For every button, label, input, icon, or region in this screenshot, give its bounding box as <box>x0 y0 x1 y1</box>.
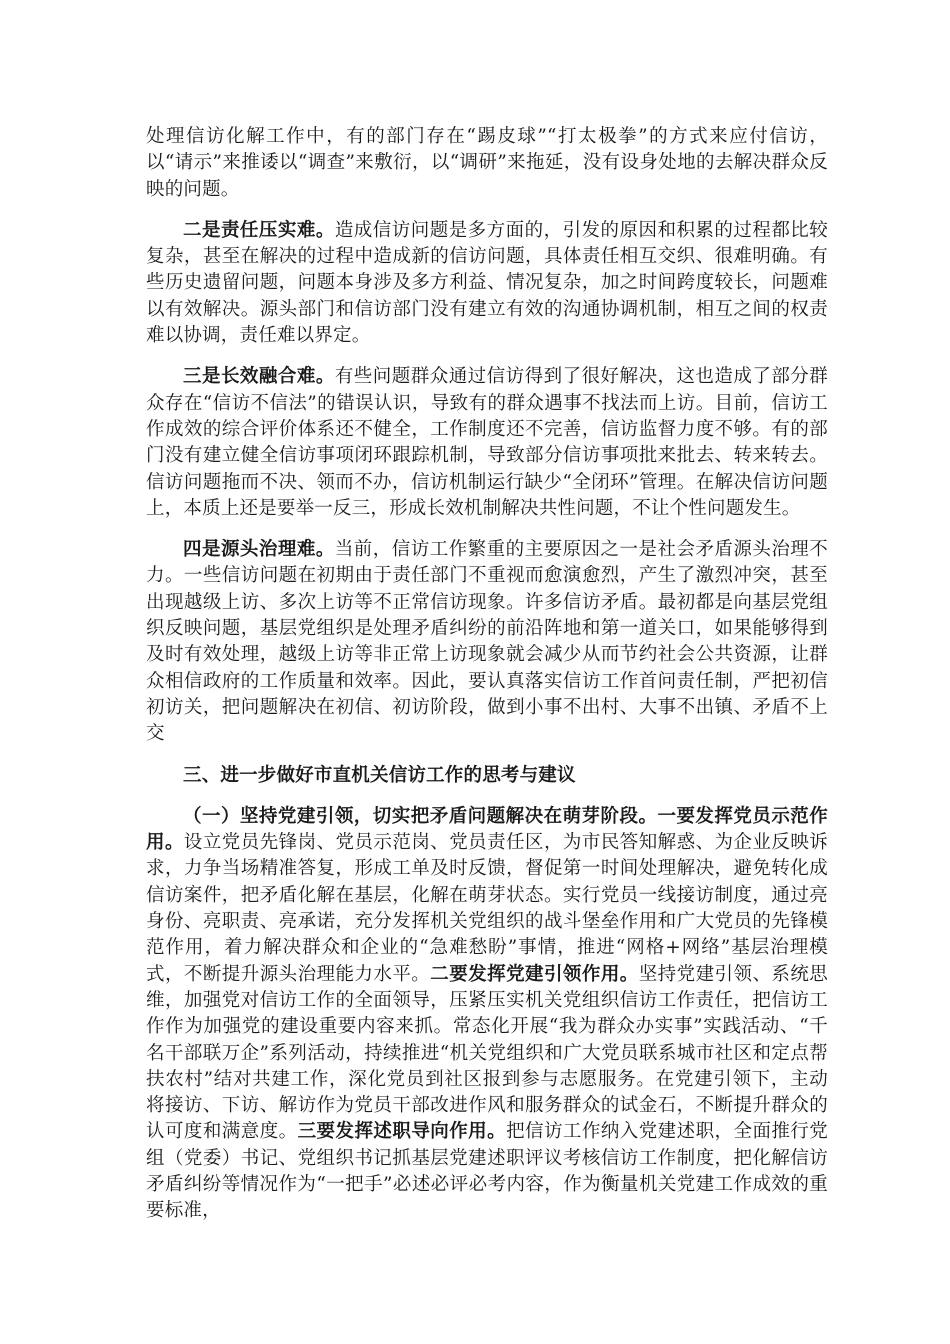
paragraph-text: 造成信访问题是多方面的，引发的原因和积累的过程都比较复杂，甚至在解决的过程中造成新的信访问题，具体责任相互交织、很难明确。有些历史遗留问题，问题本身涉及多方利益、情况复杂，加之时间跨度较长，问题难以有效解决。源头部门和信访部门没有建立有效的沟通协调机制，相互之间的权责难以协调，责任难以界定。 <box>146 219 828 347</box>
section-heading: 三、进一步做好市直机关信访工作的思考与建议 <box>183 764 576 786</box>
paragraph-subhead: 二要发挥党建引领作用。 <box>430 963 639 985</box>
paragraph-text: 设立党员先锋岗、党员示范岗、党员责任区，为市民答知解惑、为企业反映诉求，力争当场精准答复，形成工单及时反馈，督促第一时间处理解决，避免转化成信访案件，把矛盾化解在基层，化解在萌芽状态。实行党员一线接访制度，通过亮身份、亮职责、亮承诺，充分发挥机关党组织的战斗堡垒作用和广大党员的先锋模范作用，着力解决群众和企业的“急难愁盼”事情，推进“网格+网络”基层治理模式，不断提升源头治理能力水平。 <box>146 832 828 985</box>
paragraph-responsibility <box>146 218 828 349</box>
document-page <box>146 124 828 1225</box>
paragraph-continuation <box>146 124 828 203</box>
paragraph-long-term <box>146 364 828 522</box>
paragraph-text: 当前，信访工作繁重的主要原因之一是社会矛盾源头治理不力。一些信访问题在初期由于责任部门不重视而愈演愈烈，产生了激烈冲突，甚至出现越级上访、多次上访等不正常信访现象。许多信访矛盾。最初都是向基层党组织反映问题，基层党组织是处理矛盾纠纷的前沿阵地和第一道关口，如果能够得到及时有效处理，越级上访等非正常上访现象就会减少从而节约社会公共资源，让群众相信政府的工作质量和效率。因此，要认真落实信访工作首问责任制，严把初信初访关，把问题解决在初信、初访阶段，做到小事不出村、大事不出镇、矛盾不上交 <box>146 539 828 745</box>
paragraph-lead: 二是责任压实难。 <box>183 219 335 241</box>
paragraph-lead: 三是长效融合难。 <box>183 366 335 388</box>
paragraph-lead: （一）坚持党建引领，切实把矛盾问题解决在萌芽阶段。一要发挥党员示范作用。 <box>146 805 828 854</box>
paragraph-text: 把信访工作纳入党建述职，全面推行党组（党委）书记、党组织书记抓基层党建述职评议考核信访工作制度，把化解信访矛盾纠纷等情况作为“一把手”必述必评必考内容，作为衡量机关党建工作成效的重要标准， <box>146 1121 828 1222</box>
paragraph-party-building <box>146 804 828 1225</box>
paragraph-text: 坚持党建引领、系统思维，加强党对信访工作的全面领导，压紧压实机关党组织信访工作责任，把信访工作作为加强党的建设重要内容来抓。常态化开展“我为群众办实事”实践活动、“千名干部联万企”系列活动，持续推进“机关党组织和广大党员联系城市社区和定点帮扶农村”结对共建工作，深化党员到社区报到参与志愿服务。在党建引领下，主动将接访、下访、解访作为党员干部改进作风和服务群众的试金石，不断提升群众的认可度和满意度。 <box>146 963 828 1143</box>
paragraph-text: 处理信访化解工作中，有的部门存在“踢皮球”“打太极拳”的方式来应付信访，以“请示”来推诿以“调查”来敷衍，以“调研”来拖延，没有设身处地的去解决群众反映的问题。 <box>146 126 828 200</box>
paragraph-subhead: 三要发挥述职导向作用。 <box>297 1121 507 1143</box>
paragraph-text: 有些问题群众通过信访得到了很好解决，这也造成了部分群众存在“信访不信法”的错误认识，导致有的群众遇事不找法而上访。目前，信访工作成效的综合评价体系还不健全，工作制度还不完善，信访监督力度不够。有的部门没有建立健全信访事项闭环跟踪机制，导致部分信访事项批来批去、转来转去。信访问题拖而不决、领而不办，信访机制运行缺少“全闭环”管理。在解决信访问题上，本质上还是要举一反三，形成长效机制解决共性问题，不让个性问题发生。 <box>146 366 828 519</box>
paragraph-source <box>146 537 828 747</box>
paragraph-lead: 四是源头治理难。 <box>183 539 335 561</box>
